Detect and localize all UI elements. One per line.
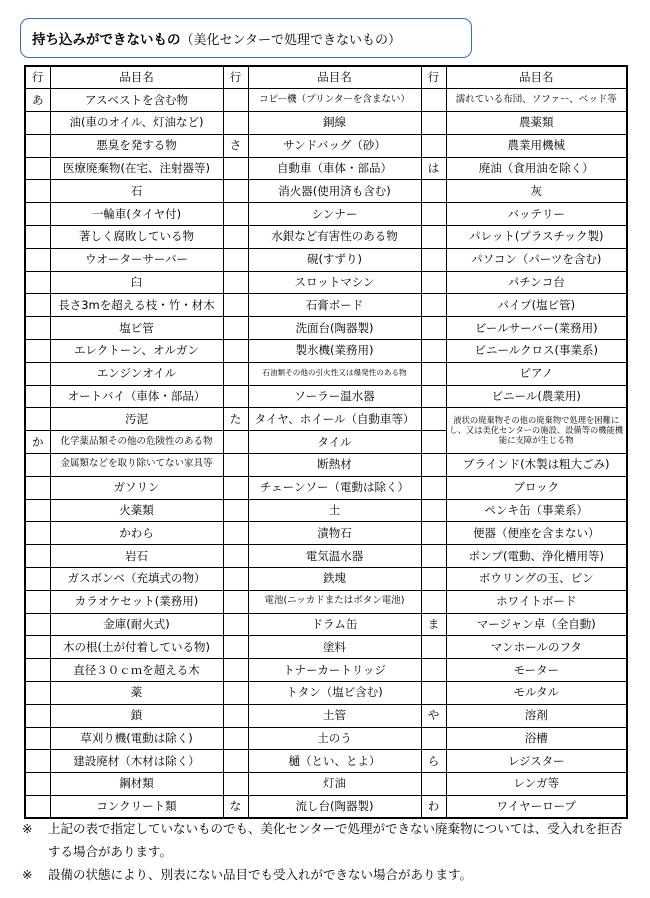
row-group-cell xyxy=(25,271,50,294)
item-name-cell: 石膏ボード xyxy=(248,294,421,317)
table-row xyxy=(25,362,627,385)
item-name-cell: 長さ3mを超える枝・竹・材木 xyxy=(50,294,223,317)
item-name-cell: ガソリン xyxy=(50,476,223,499)
row-group-cell xyxy=(25,408,50,431)
item-name-cell: パレット(プラスチック製) xyxy=(446,226,627,249)
item-name-cell: ワイヤーロープ xyxy=(446,796,627,819)
item-name-cell: 水銀など有害性のある物 xyxy=(248,226,421,249)
item-name-cell: 灰 xyxy=(446,180,627,203)
table-row xyxy=(25,704,627,727)
item-name-cell: ビールサーバー(業務用) xyxy=(446,317,627,340)
item-name-cell: ドラム缶 xyxy=(248,613,421,636)
table-row xyxy=(25,636,627,659)
row-group-cell xyxy=(223,499,248,522)
item-name-cell: 化学薬品類その他の危険性のある物 xyxy=(50,431,223,454)
row-group-cell xyxy=(223,727,248,750)
row-group-cell xyxy=(421,773,446,796)
title-main: 持ち込みができないもの xyxy=(32,32,181,48)
item-name-cell: レジスター xyxy=(446,750,627,773)
item-name-cell: 自動車（車体・部品） xyxy=(248,157,421,180)
row-group-cell xyxy=(25,226,50,249)
item-name-cell: 溶剤 xyxy=(446,704,627,727)
table-row xyxy=(25,89,627,112)
row-group-cell xyxy=(223,476,248,499)
row-group-cell xyxy=(421,590,446,613)
row-group-cell xyxy=(421,499,446,522)
row-group-cell xyxy=(223,157,248,180)
item-name-cell: 直径３０ｃｍを超える木 xyxy=(50,659,223,682)
item-name-cell: ガスボンベ（充填式の物） xyxy=(50,568,223,591)
item-name-cell: サンドバッグ（砂） xyxy=(248,134,421,157)
row-group-cell xyxy=(421,408,446,431)
item-name-cell: 液状の廃棄物その他の廃棄物で処理を困難にし、又は美化センターの施設、設備等の機能機能に支障が生じる物 xyxy=(446,408,627,454)
item-name-cell: 便器（便座を含まない） xyxy=(446,522,627,545)
row-group-cell xyxy=(223,613,248,636)
table-row xyxy=(25,545,627,568)
row-group-cell xyxy=(223,89,248,112)
prohibited-items-table xyxy=(24,65,628,819)
item-name-cell: コピー機（プリンターを含まない） xyxy=(248,89,421,112)
row-group-cell xyxy=(25,499,50,522)
table-row xyxy=(25,294,627,317)
table-row xyxy=(25,248,627,271)
row-group-cell xyxy=(223,226,248,249)
table-row xyxy=(25,340,627,363)
row-group-cell xyxy=(421,636,446,659)
item-name-cell: 樋（とい、とよ） xyxy=(248,750,421,773)
item-name-cell: 金属類などを取り除いてない家具等 xyxy=(50,454,223,477)
item-name-cell: 廃油（食用油を除く） xyxy=(446,157,627,180)
row-group-cell xyxy=(25,522,50,545)
row-group-cell: わ xyxy=(421,796,446,819)
item-name-cell: 火薬類 xyxy=(50,499,223,522)
table-row xyxy=(25,180,627,203)
row-group-cell xyxy=(421,682,446,705)
table-row xyxy=(25,750,627,773)
row-group-cell xyxy=(421,203,446,226)
item-name-cell: ボウリングの玉、ピン xyxy=(446,568,627,591)
title-subtitle: （美化センターで処理できないもの） xyxy=(180,33,401,48)
row-group-cell xyxy=(25,203,50,226)
table-row xyxy=(25,317,627,340)
row-group-cell xyxy=(223,431,248,454)
row-group-cell xyxy=(421,317,446,340)
note-mark: ※ xyxy=(22,821,33,836)
item-name-cell: コンクリート類 xyxy=(50,796,223,819)
table-row xyxy=(25,522,627,545)
row-group-cell xyxy=(421,340,446,363)
item-name-cell: エンジンオイル xyxy=(50,362,223,385)
row-group-cell xyxy=(25,112,50,135)
table-row xyxy=(25,271,627,294)
header-item: 品目名 xyxy=(50,66,223,89)
row-group-cell xyxy=(25,180,50,203)
row-group-cell xyxy=(223,294,248,317)
item-name-cell: 鋼材類 xyxy=(50,773,223,796)
table-row xyxy=(25,613,627,636)
item-name-cell: 電気温水器 xyxy=(248,545,421,568)
note-item xyxy=(22,817,632,863)
row-group-cell xyxy=(223,340,248,363)
header-gyo: 行 xyxy=(25,66,50,89)
table-row xyxy=(25,385,627,408)
item-name-cell: 農業用機械 xyxy=(446,134,627,157)
item-name-cell: 流し台(陶器製) xyxy=(248,796,421,819)
row-group-cell xyxy=(421,180,446,203)
row-group-cell xyxy=(421,385,446,408)
row-group-cell xyxy=(25,545,50,568)
row-group-cell xyxy=(25,613,50,636)
item-name-cell: 消火器(使用済も含む) xyxy=(248,180,421,203)
row-group-cell xyxy=(421,545,446,568)
item-name-cell: ポンプ(電動、浄化槽用等) xyxy=(446,545,627,568)
table-row xyxy=(25,682,627,705)
item-name-cell: ペンキ缶（事業系） xyxy=(446,499,627,522)
table-row xyxy=(25,203,627,226)
item-name-cell: ビニールクロス(事業系) xyxy=(446,340,627,363)
row-group-cell xyxy=(25,134,50,157)
header-gyo: 行 xyxy=(223,66,248,89)
item-name-cell: 汚泥 xyxy=(50,408,223,431)
item-name-cell: 製氷機(業務用) xyxy=(248,340,421,363)
item-name-cell: 一輪車(タイヤ付) xyxy=(50,203,223,226)
item-name-cell: 岩石 xyxy=(50,545,223,568)
row-group-cell xyxy=(223,773,248,796)
item-name-cell: 悪臭を発する物 xyxy=(50,134,223,157)
row-group-cell xyxy=(25,385,50,408)
item-name-cell: 建設廃材（木材は除く） xyxy=(50,750,223,773)
row-group-cell: あ xyxy=(25,89,50,112)
row-group-cell xyxy=(25,682,50,705)
row-group-cell xyxy=(223,568,248,591)
item-name-cell: 土管 xyxy=(248,704,421,727)
item-name-cell: 臼 xyxy=(50,271,223,294)
item-name-cell: 石油類その他の引火性又は爆発性のある物 xyxy=(248,362,421,385)
row-group-cell xyxy=(25,773,50,796)
row-group-cell xyxy=(223,750,248,773)
item-name-cell: エレクトーン、オルガン xyxy=(50,340,223,363)
item-name-cell: 銅線 xyxy=(248,112,421,135)
table-row xyxy=(25,773,627,796)
item-name-cell: 著しく腐敗している物 xyxy=(50,226,223,249)
item-name-cell: 薬 xyxy=(50,682,223,705)
item-name-cell: かわら xyxy=(50,522,223,545)
item-name-cell: 鉄塊 xyxy=(248,568,421,591)
item-name-cell: スロットマシン xyxy=(248,271,421,294)
table-row xyxy=(25,727,627,750)
item-name-cell: 医療廃棄物(在宅、注射器等) xyxy=(50,157,223,180)
row-group-cell xyxy=(223,704,248,727)
item-name-cell: 油(車のオイル、灯油など) xyxy=(50,112,223,135)
item-name-cell: 断熱材 xyxy=(248,454,421,477)
row-group-cell xyxy=(25,476,50,499)
item-name-cell: 農薬類 xyxy=(446,112,627,135)
item-name-cell: 電池(ニッカドまたはボタン電池) xyxy=(248,590,421,613)
row-group-cell xyxy=(25,636,50,659)
item-name-cell: パイプ(塩ビ管) xyxy=(446,294,627,317)
row-group-cell xyxy=(223,317,248,340)
item-name-cell: 灯油 xyxy=(248,773,421,796)
item-name-cell: 漬物石 xyxy=(248,522,421,545)
item-name-cell: オートバイ（車体・部品） xyxy=(50,385,223,408)
item-name-cell: チェーンソー（電動は除く） xyxy=(248,476,421,499)
item-name-cell: 土 xyxy=(248,499,421,522)
row-group-cell xyxy=(421,522,446,545)
item-name-cell: 鎖 xyxy=(50,704,223,727)
row-group-cell: か xyxy=(25,431,50,454)
item-name-cell: ホワイトボード xyxy=(446,590,627,613)
table-row xyxy=(25,796,627,819)
row-group-cell xyxy=(421,294,446,317)
item-name-cell: ソーラー温水器 xyxy=(248,385,421,408)
row-group-cell xyxy=(25,796,50,819)
item-name-cell: マージャン卓（全自動) xyxy=(446,613,627,636)
table-header-row xyxy=(25,66,627,89)
item-name-cell: 浴槽 xyxy=(446,727,627,750)
note-text: 設備の状態により、別表にない品目でも受入れができない場合があります。 xyxy=(48,867,473,882)
item-name-cell: カラオケセット(業務用) xyxy=(50,590,223,613)
row-group-cell: は xyxy=(421,157,446,180)
page-title xyxy=(20,18,472,58)
row-group-cell xyxy=(25,750,50,773)
row-group-cell xyxy=(421,89,446,112)
row-group-cell xyxy=(25,727,50,750)
item-name-cell: ビニール(農業用) xyxy=(446,385,627,408)
item-name-cell: トタン（塩ビ含む) xyxy=(248,682,421,705)
table-row xyxy=(25,408,627,431)
header-item: 品目名 xyxy=(248,66,421,89)
row-group-cell xyxy=(223,180,248,203)
table-row xyxy=(25,568,627,591)
row-group-cell xyxy=(223,659,248,682)
item-name-cell: マンホールのフタ xyxy=(446,636,627,659)
item-name-cell: ピアノ xyxy=(446,362,627,385)
item-name-cell: シンナー xyxy=(248,203,421,226)
row-group-cell: ま xyxy=(421,613,446,636)
row-group-cell xyxy=(25,704,50,727)
item-name-cell: 木の根(土が付着している物) xyxy=(50,636,223,659)
row-group-cell xyxy=(421,362,446,385)
item-name-cell: トナーカートリッジ xyxy=(248,659,421,682)
item-name-cell: パソコン（パーツを含む) xyxy=(446,248,627,271)
item-name-cell: 草刈り機(電動は除く) xyxy=(50,727,223,750)
note-text: 上記の表で指定していないものでも、美化センターで処理ができない廃棄物については、受入れを拒否する場合があります。 xyxy=(48,821,623,859)
table-row xyxy=(25,454,627,477)
item-name-cell: タイル xyxy=(248,431,421,454)
row-group-cell xyxy=(25,248,50,271)
item-name-cell: ブロック xyxy=(446,476,627,499)
row-group-cell xyxy=(25,317,50,340)
table-row xyxy=(25,226,627,249)
item-name-cell: モーター xyxy=(446,659,627,682)
item-name-cell: レンガ等 xyxy=(446,773,627,796)
item-name-cell: 塗料 xyxy=(248,636,421,659)
table-row xyxy=(25,157,627,180)
row-group-cell xyxy=(25,659,50,682)
table-row xyxy=(25,112,627,135)
row-group-cell xyxy=(223,590,248,613)
row-group-cell xyxy=(421,134,446,157)
item-name-cell: タイヤ、ホイール（自動車等） xyxy=(248,408,421,431)
table-row xyxy=(25,659,627,682)
header-gyo: 行 xyxy=(421,66,446,89)
item-name-cell: モルタル xyxy=(446,682,627,705)
row-group-cell xyxy=(223,385,248,408)
table-row xyxy=(25,499,627,522)
item-name-cell: アスベストを含む物 xyxy=(50,89,223,112)
row-group-cell xyxy=(223,203,248,226)
note-mark: ※ xyxy=(22,867,33,882)
item-name-cell: 塩ビ管 xyxy=(50,317,223,340)
row-group-cell: ら xyxy=(421,750,446,773)
row-group-cell xyxy=(25,340,50,363)
row-group-cell xyxy=(223,271,248,294)
row-group-cell xyxy=(223,682,248,705)
item-name-cell: 土のう xyxy=(248,727,421,750)
row-group-cell xyxy=(421,248,446,271)
row-group-cell xyxy=(421,659,446,682)
row-group-cell xyxy=(25,454,50,477)
row-group-cell xyxy=(421,226,446,249)
row-group-cell xyxy=(421,112,446,135)
row-group-cell: や xyxy=(421,704,446,727)
item-name-cell: バッテリー xyxy=(446,203,627,226)
row-group-cell xyxy=(223,362,248,385)
item-name-cell: ブラインド(木製は粗大ごみ) xyxy=(446,454,627,477)
row-group-cell xyxy=(421,568,446,591)
table-row xyxy=(25,590,627,613)
row-group-cell xyxy=(223,545,248,568)
row-group-cell xyxy=(25,568,50,591)
item-name-cell: 洗面台(陶器製) xyxy=(248,317,421,340)
row-group-cell: さ xyxy=(223,134,248,157)
table-row xyxy=(25,476,627,499)
row-group-cell xyxy=(25,294,50,317)
item-name-cell: 硯(すずり) xyxy=(248,248,421,271)
row-group-cell xyxy=(223,112,248,135)
row-group-cell xyxy=(25,590,50,613)
row-group-cell xyxy=(223,522,248,545)
row-group-cell xyxy=(223,636,248,659)
row-group-cell xyxy=(421,271,446,294)
row-group-cell xyxy=(421,727,446,750)
item-name-cell: 金庫(耐火式) xyxy=(50,613,223,636)
item-name-cell: ウオーターサーバー xyxy=(50,248,223,271)
item-name-cell: パチンコ台 xyxy=(446,271,627,294)
row-group-cell: た xyxy=(223,408,248,431)
row-group-cell: な xyxy=(223,796,248,819)
notes xyxy=(22,817,632,886)
row-group-cell xyxy=(421,454,446,477)
note-item xyxy=(22,863,632,886)
item-name-cell: 濡れている布団、ソファー、ベッド等 xyxy=(446,89,627,112)
row-group-cell xyxy=(421,476,446,499)
row-group-cell xyxy=(25,157,50,180)
header-item: 品目名 xyxy=(446,66,627,89)
row-group-cell xyxy=(25,362,50,385)
row-group-cell xyxy=(223,248,248,271)
table-row xyxy=(25,134,627,157)
item-name-cell: 石 xyxy=(50,180,223,203)
row-group-cell xyxy=(223,454,248,477)
